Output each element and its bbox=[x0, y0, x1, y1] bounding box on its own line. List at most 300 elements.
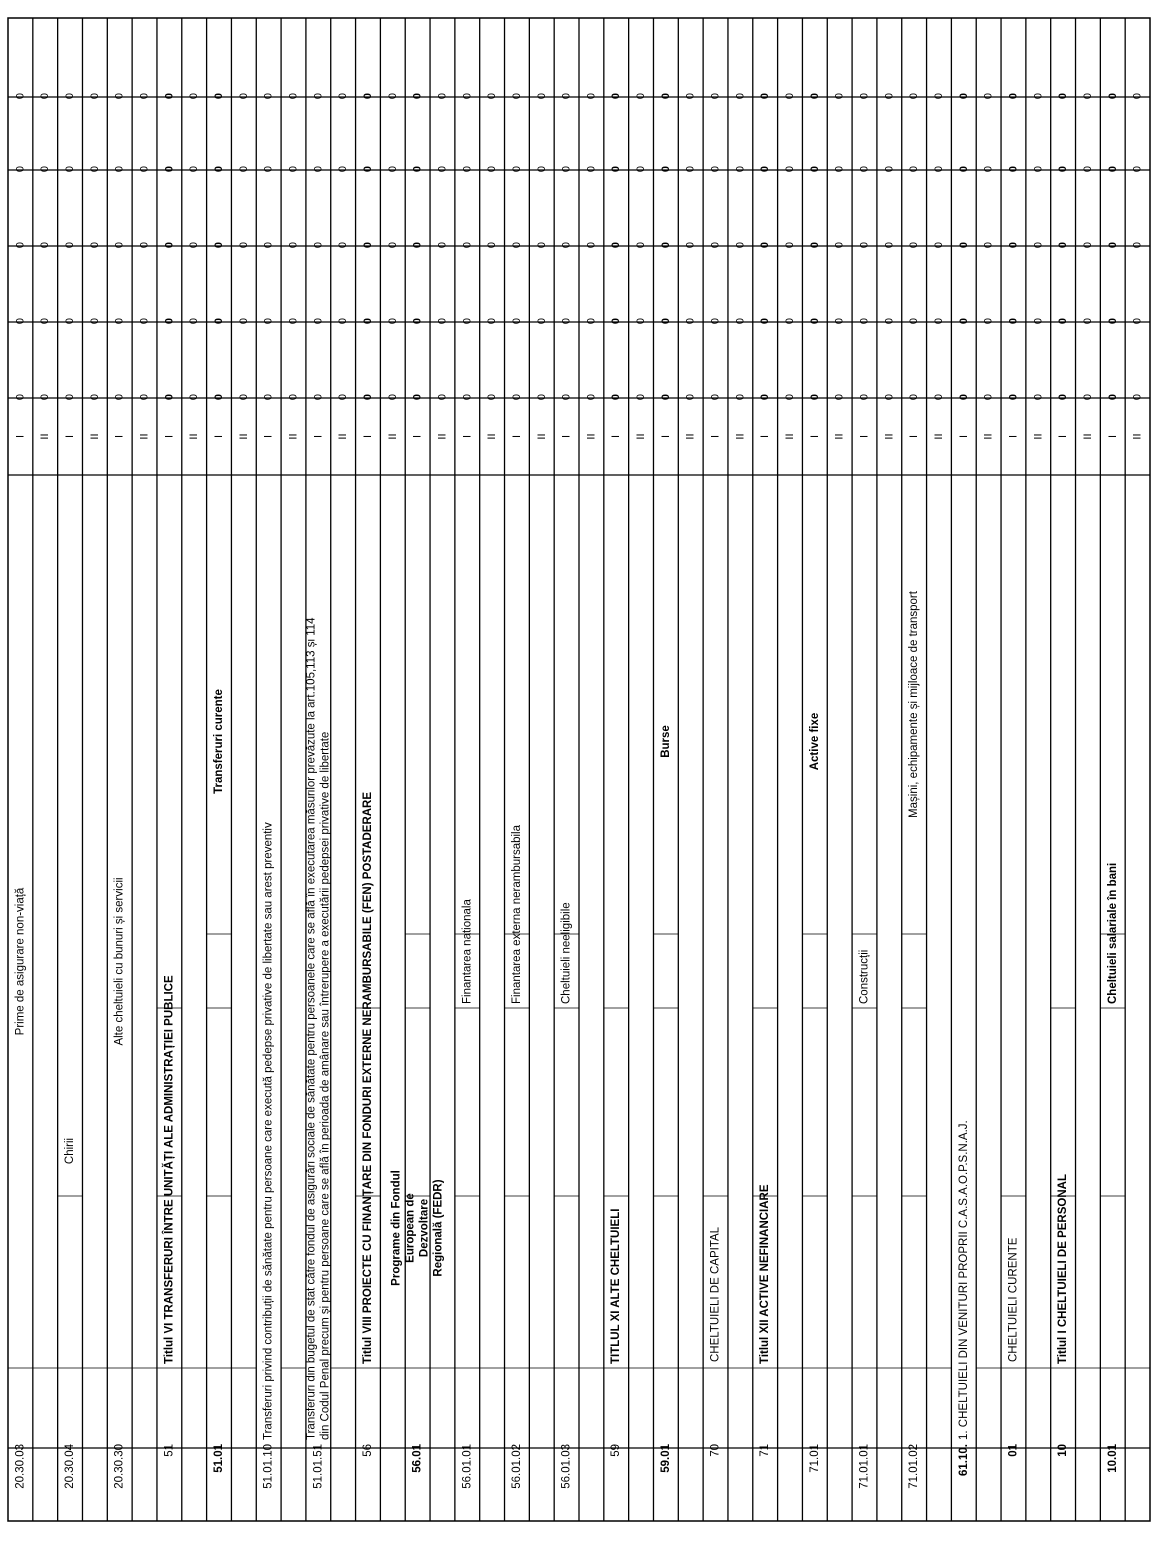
row-value: 0 bbox=[585, 93, 598, 100]
row-value: 0 bbox=[436, 93, 449, 100]
row-value: 0 bbox=[635, 93, 648, 100]
row-value: 0 bbox=[237, 242, 250, 249]
row-value: 0 bbox=[908, 394, 921, 401]
row-value: 0 bbox=[734, 394, 747, 401]
row-value: 0 bbox=[709, 318, 722, 325]
row-description: Mașini, echipamente și mijloace de transport bbox=[908, 591, 921, 818]
row-type-marker: II bbox=[585, 433, 598, 440]
row-value: 0 bbox=[39, 93, 52, 100]
row-value: 0 bbox=[1131, 242, 1144, 249]
row-value: 0 bbox=[510, 394, 523, 401]
row-value: 0 bbox=[635, 242, 648, 249]
row-type-marker: I bbox=[262, 434, 275, 439]
row-value: 0 bbox=[635, 318, 648, 325]
row-value: 0 bbox=[361, 394, 374, 401]
row-value: 0 bbox=[88, 93, 101, 100]
row-type-marker: II bbox=[188, 433, 201, 440]
row-value: 0 bbox=[1007, 394, 1020, 401]
row-value: 0 bbox=[39, 318, 52, 325]
row-value: 0 bbox=[510, 318, 523, 325]
row-code: 59.01 bbox=[659, 1444, 672, 1473]
row-code: 59 bbox=[610, 1444, 623, 1457]
row-value: 0 bbox=[163, 394, 176, 401]
row-value: 0 bbox=[759, 394, 772, 401]
row-type-marker: I bbox=[957, 434, 970, 439]
row-value: 0 bbox=[113, 318, 126, 325]
row-value: 0 bbox=[39, 242, 52, 249]
row-value: 0 bbox=[14, 318, 27, 325]
row-description: Transferuri curente bbox=[213, 689, 226, 794]
row-value: 0 bbox=[908, 242, 921, 249]
row-value: 0 bbox=[188, 242, 201, 249]
row-value: 0 bbox=[709, 93, 722, 100]
row-type-marker: II bbox=[932, 433, 945, 440]
row-description: Chirii bbox=[64, 1137, 77, 1165]
row-type-marker: II bbox=[237, 433, 250, 440]
row-description: CHELTUIELI DE CAPITAL bbox=[709, 1226, 722, 1362]
row-description: Cheltuieli neeligibile bbox=[560, 902, 573, 1004]
row-code: 71 bbox=[759, 1444, 772, 1457]
row-value: 0 bbox=[113, 166, 126, 173]
row-value: 0 bbox=[1106, 166, 1119, 173]
row-value: 0 bbox=[833, 394, 846, 401]
row-description: 1. CHELTUIELI DIN VENITURI PROPRII C.A.S.A.O.P.S.N.A.J. bbox=[957, 1120, 970, 1440]
row-value: 0 bbox=[262, 394, 275, 401]
row-type-marker: I bbox=[709, 434, 722, 439]
row-value: 0 bbox=[88, 242, 101, 249]
row-value: 0 bbox=[684, 166, 697, 173]
row-type-marker: I bbox=[510, 434, 523, 439]
row-value: 0 bbox=[1032, 318, 1045, 325]
row-code: 56.01.03 bbox=[560, 1444, 573, 1489]
row-value: 0 bbox=[957, 318, 970, 325]
row-type-marker: II bbox=[535, 433, 548, 440]
row-value: 0 bbox=[39, 394, 52, 401]
row-value: 0 bbox=[1057, 394, 1070, 401]
row-value: 0 bbox=[610, 166, 623, 173]
row-value: 0 bbox=[1106, 394, 1119, 401]
row-type-marker: II bbox=[1131, 433, 1144, 440]
row-value: 0 bbox=[1081, 166, 1094, 173]
row-value: 0 bbox=[411, 394, 424, 401]
row-value: 0 bbox=[262, 318, 275, 325]
row-value: 0 bbox=[312, 318, 325, 325]
row-value: 0 bbox=[312, 93, 325, 100]
row-value: 0 bbox=[386, 242, 399, 249]
row-value: 0 bbox=[138, 394, 151, 401]
row-value: 0 bbox=[14, 166, 27, 173]
row-value: 0 bbox=[957, 166, 970, 173]
row-value: 0 bbox=[684, 394, 697, 401]
row-value: 0 bbox=[1131, 394, 1144, 401]
row-value: 0 bbox=[88, 394, 101, 401]
row-value: 0 bbox=[759, 242, 772, 249]
row-value: 0 bbox=[610, 93, 623, 100]
row-value: 0 bbox=[635, 166, 648, 173]
row-value: 0 bbox=[734, 93, 747, 100]
row-description: Transferuri din bugetul de stat către fondul de asigurări sociale de sănătate pentru persoanele care se află în executarea măsurilor prevăzute la art.105,113 și 114 din Codul Penal precum și pentru persoane care se află în perioada de amânare sau întrerupere a executării pedepsei privative de libertate bbox=[305, 617, 332, 1440]
row-value: 0 bbox=[759, 166, 772, 173]
row-value: 0 bbox=[411, 93, 424, 100]
row-code: 70 bbox=[709, 1444, 722, 1457]
row-code: 51.01.51 bbox=[312, 1444, 325, 1489]
row-value: 0 bbox=[1081, 318, 1094, 325]
row-value: 0 bbox=[1106, 242, 1119, 249]
row-value: 0 bbox=[808, 166, 821, 173]
row-value: 0 bbox=[461, 93, 474, 100]
row-description: Transferuri privind contribuții de sănătate pentru persoane care execută pedepse privative de libertate sau arest preventiv bbox=[262, 822, 275, 1440]
row-value: 0 bbox=[486, 166, 499, 173]
row-value: 0 bbox=[833, 242, 846, 249]
row-value: 0 bbox=[14, 242, 27, 249]
row-value: 0 bbox=[262, 166, 275, 173]
row-value: 0 bbox=[560, 166, 573, 173]
row-code: 20.30.30 bbox=[113, 1444, 126, 1489]
row-value: 0 bbox=[709, 394, 722, 401]
row-code: 10.01 bbox=[1106, 1444, 1119, 1473]
row-value: 0 bbox=[64, 242, 77, 249]
row-value: 0 bbox=[883, 394, 896, 401]
row-type-marker: I bbox=[908, 434, 921, 439]
row-value: 0 bbox=[461, 394, 474, 401]
row-value: 0 bbox=[560, 93, 573, 100]
row-type-marker: II bbox=[386, 433, 399, 440]
row-value: 0 bbox=[1007, 242, 1020, 249]
row-value: 0 bbox=[39, 166, 52, 173]
row-value: 0 bbox=[436, 242, 449, 249]
row-value: 0 bbox=[659, 318, 672, 325]
row-value: 0 bbox=[1057, 166, 1070, 173]
row-value: 0 bbox=[510, 242, 523, 249]
row-type-marker: I bbox=[461, 434, 474, 439]
row-value: 0 bbox=[337, 394, 350, 401]
row-value: 0 bbox=[535, 242, 548, 249]
row-value: 0 bbox=[908, 166, 921, 173]
row-value: 0 bbox=[213, 242, 226, 249]
row-description: Finantarea externa nerambursabila bbox=[510, 825, 523, 1004]
row-value: 0 bbox=[188, 318, 201, 325]
row-value: 0 bbox=[535, 93, 548, 100]
row-value: 0 bbox=[759, 318, 772, 325]
row-description: Cheltuieli salariale în bani bbox=[1106, 862, 1119, 1004]
row-value: 0 bbox=[88, 166, 101, 173]
row-type-marker: II bbox=[784, 433, 797, 440]
row-code: 20.30.03 bbox=[14, 1444, 27, 1489]
row-description: TITLUL XI ALTE CHELTUIELI bbox=[610, 1208, 623, 1364]
row-value: 0 bbox=[659, 242, 672, 249]
row-value: 0 bbox=[759, 93, 772, 100]
row-value: 0 bbox=[982, 242, 995, 249]
row-value: 0 bbox=[610, 394, 623, 401]
row-value: 0 bbox=[188, 166, 201, 173]
row-description: CHELTUIELI CURENTE bbox=[1007, 1237, 1020, 1362]
row-description: Construcții bbox=[858, 949, 871, 1004]
row-type-marker: II bbox=[39, 433, 52, 440]
row-value: 0 bbox=[784, 318, 797, 325]
row-value: 0 bbox=[287, 318, 300, 325]
row-value: 0 bbox=[163, 318, 176, 325]
row-type-marker: II bbox=[486, 433, 499, 440]
row-type-marker: II bbox=[1032, 433, 1045, 440]
row-value: 0 bbox=[982, 166, 995, 173]
row-code: 51.01 bbox=[213, 1444, 226, 1473]
row-value: 0 bbox=[213, 318, 226, 325]
row-value: 0 bbox=[337, 318, 350, 325]
row-code: 61.10. bbox=[957, 1444, 970, 1476]
row-type-marker: I bbox=[361, 434, 374, 439]
row-type-marker: I bbox=[659, 434, 672, 439]
row-value: 0 bbox=[411, 166, 424, 173]
row-value: 0 bbox=[138, 93, 151, 100]
row-value: 0 bbox=[684, 318, 697, 325]
row-value: 0 bbox=[113, 394, 126, 401]
row-value: 0 bbox=[784, 166, 797, 173]
row-value: 0 bbox=[535, 394, 548, 401]
row-description: Alte cheltuieli cu bunuri și servicii bbox=[113, 877, 126, 1046]
row-value: 0 bbox=[237, 166, 250, 173]
row-value: 0 bbox=[610, 242, 623, 249]
row-code: 51.01.10 bbox=[262, 1444, 275, 1489]
row-type-marker: I bbox=[312, 434, 325, 439]
row-value: 0 bbox=[1057, 318, 1070, 325]
row-code: 56 bbox=[361, 1444, 374, 1457]
row-value: 0 bbox=[1007, 318, 1020, 325]
row-value: 0 bbox=[262, 242, 275, 249]
row-description: Titlul XII ACTIVE NEFINANCIARE bbox=[759, 1184, 772, 1364]
row-type-marker: I bbox=[1106, 434, 1119, 439]
row-value: 0 bbox=[932, 93, 945, 100]
row-value: 0 bbox=[361, 242, 374, 249]
row-type-marker: II bbox=[337, 433, 350, 440]
row-type-marker: I bbox=[808, 434, 821, 439]
row-value: 0 bbox=[163, 166, 176, 173]
row-value: 0 bbox=[635, 394, 648, 401]
row-description: Burse bbox=[659, 725, 672, 758]
row-value: 0 bbox=[461, 242, 474, 249]
row-code: 56.01.02 bbox=[510, 1444, 523, 1489]
row-description: Titlul VIII PROIECTE CU FINANȚARE DIN FONDURI EXTERNE NERAMBURSABILE (FEN) POSTADERARE bbox=[361, 791, 374, 1364]
row-value: 0 bbox=[982, 318, 995, 325]
row-value: 0 bbox=[287, 93, 300, 100]
row-value: 0 bbox=[908, 93, 921, 100]
row-value: 0 bbox=[883, 166, 896, 173]
row-type-marker: I bbox=[759, 434, 772, 439]
row-value: 0 bbox=[1106, 93, 1119, 100]
row-value: 0 bbox=[858, 166, 871, 173]
row-value: 0 bbox=[461, 166, 474, 173]
row-value: 0 bbox=[560, 394, 573, 401]
row-value: 0 bbox=[436, 318, 449, 325]
row-value: 0 bbox=[312, 394, 325, 401]
row-value: 0 bbox=[486, 242, 499, 249]
row-value: 0 bbox=[64, 318, 77, 325]
row-value: 0 bbox=[262, 93, 275, 100]
row-value: 0 bbox=[709, 166, 722, 173]
row-type-marker: II bbox=[734, 433, 747, 440]
row-value: 0 bbox=[560, 242, 573, 249]
row-value: 0 bbox=[1032, 166, 1045, 173]
row-code: 56.01.01 bbox=[461, 1444, 474, 1489]
row-code: 71.01 bbox=[808, 1444, 821, 1473]
row-value: 0 bbox=[188, 394, 201, 401]
row-value: 0 bbox=[436, 394, 449, 401]
row-value: 0 bbox=[808, 242, 821, 249]
row-value: 0 bbox=[510, 166, 523, 173]
row-value: 0 bbox=[213, 93, 226, 100]
row-code: 71.01.02 bbox=[908, 1444, 921, 1489]
row-value: 0 bbox=[957, 242, 970, 249]
row-value: 0 bbox=[833, 93, 846, 100]
row-value: 0 bbox=[386, 93, 399, 100]
row-value: 0 bbox=[883, 242, 896, 249]
row-value: 0 bbox=[88, 318, 101, 325]
row-type-marker: I bbox=[1007, 434, 1020, 439]
row-value: 0 bbox=[486, 93, 499, 100]
row-value: 0 bbox=[535, 166, 548, 173]
row-value: 0 bbox=[1081, 93, 1094, 100]
row-type-marker: I bbox=[610, 434, 623, 439]
row-code: 51 bbox=[163, 1444, 176, 1457]
row-value: 0 bbox=[312, 166, 325, 173]
row-value: 0 bbox=[982, 93, 995, 100]
row-value: 0 bbox=[337, 242, 350, 249]
row-code: 01 bbox=[1007, 1444, 1020, 1457]
row-value: 0 bbox=[188, 93, 201, 100]
row-value: 0 bbox=[957, 394, 970, 401]
row-value: 0 bbox=[585, 166, 598, 173]
row-value: 0 bbox=[113, 93, 126, 100]
row-value: 0 bbox=[1032, 93, 1045, 100]
row-value: 0 bbox=[411, 318, 424, 325]
row-type-marker: II bbox=[88, 433, 101, 440]
row-description: Prime de asigurare non-viață bbox=[14, 887, 27, 1036]
row-value: 0 bbox=[659, 93, 672, 100]
row-value: 0 bbox=[858, 93, 871, 100]
row-value: 0 bbox=[883, 318, 896, 325]
row-value: 0 bbox=[734, 242, 747, 249]
row-value: 0 bbox=[858, 242, 871, 249]
row-value: 0 bbox=[337, 166, 350, 173]
row-value: 0 bbox=[684, 242, 697, 249]
row-value: 0 bbox=[337, 93, 350, 100]
row-value: 0 bbox=[64, 93, 77, 100]
row-value: 0 bbox=[1032, 242, 1045, 249]
row-type-marker: II bbox=[982, 433, 995, 440]
row-value: 0 bbox=[659, 166, 672, 173]
row-value: 0 bbox=[486, 318, 499, 325]
row-type-marker: I bbox=[213, 434, 226, 439]
row-value: 0 bbox=[486, 394, 499, 401]
row-value: 0 bbox=[883, 93, 896, 100]
row-value: 0 bbox=[237, 394, 250, 401]
row-type-marker: I bbox=[113, 434, 126, 439]
row-value: 0 bbox=[386, 394, 399, 401]
row-value: 0 bbox=[436, 166, 449, 173]
row-value: 0 bbox=[64, 394, 77, 401]
row-value: 0 bbox=[312, 242, 325, 249]
row-value: 0 bbox=[1131, 166, 1144, 173]
row-value: 0 bbox=[1081, 242, 1094, 249]
row-type-marker: I bbox=[1057, 434, 1070, 439]
row-value: 0 bbox=[361, 318, 374, 325]
row-type-marker: II bbox=[287, 433, 300, 440]
row-value: 0 bbox=[138, 166, 151, 173]
row-value: 0 bbox=[361, 166, 374, 173]
row-value: 0 bbox=[784, 242, 797, 249]
row-value: 0 bbox=[1106, 318, 1119, 325]
row-value: 0 bbox=[932, 166, 945, 173]
row-value: 0 bbox=[1007, 166, 1020, 173]
row-value: 0 bbox=[411, 242, 424, 249]
row-value: 0 bbox=[808, 93, 821, 100]
row-type-marker: II bbox=[1081, 433, 1094, 440]
row-description: Titlul VI TRANSFERURI ÎNTRE UNITĂȚI ALE ADMINISTRAȚIEI PUBLICE bbox=[163, 975, 176, 1364]
row-description: Programe din Fondul European de Dezvoltare Regională (FEDR) bbox=[390, 1170, 445, 1286]
row-code: 20.30.04 bbox=[64, 1444, 77, 1489]
row-value: 0 bbox=[784, 93, 797, 100]
row-value: 0 bbox=[808, 318, 821, 325]
row-value: 0 bbox=[982, 394, 995, 401]
row-code: 56.01 bbox=[411, 1444, 424, 1473]
row-type-marker: I bbox=[560, 434, 573, 439]
row-value: 0 bbox=[932, 318, 945, 325]
row-value: 0 bbox=[709, 242, 722, 249]
row-type-marker: II bbox=[138, 433, 151, 440]
row-value: 0 bbox=[163, 93, 176, 100]
row-value: 0 bbox=[213, 166, 226, 173]
row-type-marker: II bbox=[684, 433, 697, 440]
row-description: Finantarea nationala bbox=[461, 899, 474, 1004]
row-value: 0 bbox=[784, 394, 797, 401]
row-value: 0 bbox=[833, 318, 846, 325]
row-value: 0 bbox=[734, 318, 747, 325]
row-type-marker: I bbox=[163, 434, 176, 439]
row-value: 0 bbox=[14, 394, 27, 401]
row-value: 0 bbox=[461, 318, 474, 325]
row-value: 0 bbox=[659, 394, 672, 401]
row-type-marker: II bbox=[436, 433, 449, 440]
row-code: 71.01.01 bbox=[858, 1444, 871, 1489]
row-value: 0 bbox=[64, 166, 77, 173]
row-type-marker: I bbox=[14, 434, 27, 439]
row-description: Active fixe bbox=[808, 712, 821, 771]
row-value: 0 bbox=[138, 242, 151, 249]
row-value: 0 bbox=[908, 318, 921, 325]
row-value: 0 bbox=[932, 242, 945, 249]
row-value: 0 bbox=[287, 166, 300, 173]
row-value: 0 bbox=[585, 394, 598, 401]
row-value: 0 bbox=[510, 93, 523, 100]
row-type-marker: II bbox=[833, 433, 846, 440]
row-value: 0 bbox=[1131, 93, 1144, 100]
row-value: 0 bbox=[237, 318, 250, 325]
row-value: 0 bbox=[585, 242, 598, 249]
row-value: 0 bbox=[138, 318, 151, 325]
row-description: Titlul I CHELTUIELI DE PERSONAL bbox=[1057, 1174, 1070, 1364]
row-value: 0 bbox=[1131, 318, 1144, 325]
row-code: 10 bbox=[1057, 1444, 1070, 1457]
row-value: 0 bbox=[237, 93, 250, 100]
row-value: 0 bbox=[858, 318, 871, 325]
row-value: 0 bbox=[386, 318, 399, 325]
row-value: 0 bbox=[833, 166, 846, 173]
row-value: 0 bbox=[1081, 394, 1094, 401]
row-value: 0 bbox=[213, 394, 226, 401]
row-value: 0 bbox=[163, 242, 176, 249]
row-type-marker: I bbox=[411, 434, 424, 439]
row-value: 0 bbox=[1057, 242, 1070, 249]
row-value: 0 bbox=[535, 318, 548, 325]
